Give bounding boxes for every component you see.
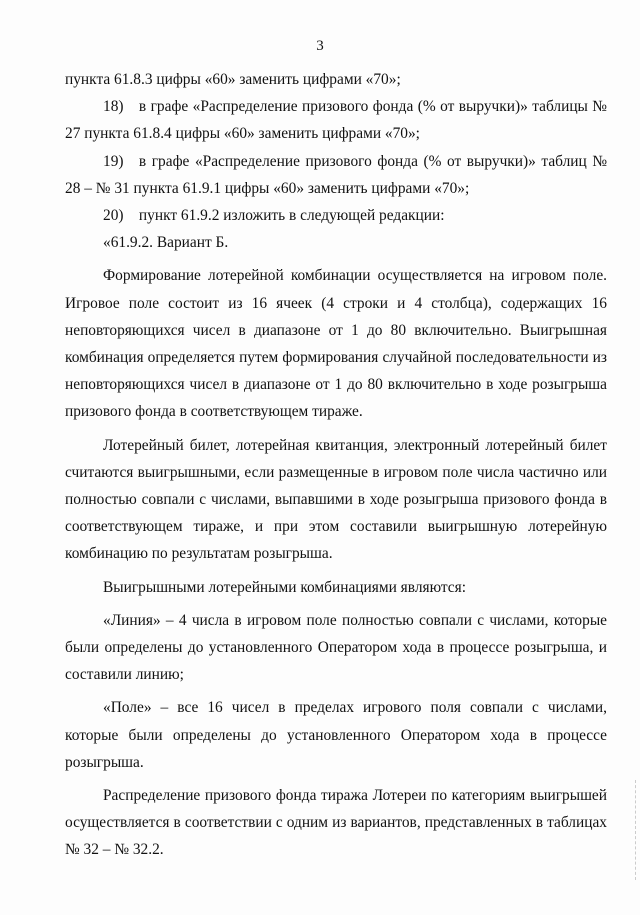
- list-item-18: 18) в графе «Распределение призового фонда (% от выручки)» таблицы № 27 пункта 61.8.4 цифры «60» заменить цифрами «70»;: [65, 98, 607, 143]
- paragraph-prize-distribution: Распределение призового фонда тиража Лотереи по категориям выигрышей осуществляется в соответствии с одним из вариантов, представленных в таблицах № 32 – № 32.2.: [65, 787, 607, 859]
- scan-artifact: [633, 780, 636, 880]
- page-number: 3: [316, 38, 324, 54]
- section-heading: «61.9.2. Вариант Б.: [103, 234, 229, 252]
- list-item-19: 19) в графе «Распределение призового фонда (% от выручки)» таблиц № 28 – № 31 пункта 61.9.1 цифры «60» заменить цифрами «70»;: [65, 152, 607, 197]
- paragraph-continuation: пункта 61.8.3 цифры «60» заменить цифрами «70»;: [65, 71, 401, 88]
- paragraph-field-combination: «Поле» – все 16 чисел в пределах игрового поля совпали с числами, которые были определены до установленного Оператором хода в процессе розыгрыша.: [65, 699, 607, 771]
- document-body: [65, 66, 607, 864]
- list-item-20: 20) пункт 61.9.2 изложить в следующей редакции:: [103, 207, 445, 225]
- paragraph-winning-tickets: Лотерейный билет, лотерейная квитанция, электронный лотерейный билет считаются выигрышными, если размещенные в игровом поле числа частично или полностью совпали с числами, выпавшими в ходе розыгрыша призового фонда в соответствующем тираже, и при этом составили выигрышную лотерейную комбинацию по результатам розыгрыша.: [65, 436, 607, 563]
- paragraph-line-combination: «Линия» – 4 числа в игровом поле полностью совпали с числами, которые были определены до установленного Оператором хода в процессе розыгрыша, и составили линию;: [65, 611, 607, 684]
- paragraph-winning-combinations-intro: Выигрышными лотерейными комбинациями являются:: [103, 578, 466, 596]
- paragraph-game-field: Формирование лотерейной комбинации осуществляется на игровом поле. Игровое поле состоит из 16 ячеек (4 строки и 4 столбца), содержащих 16 неповторяющихся чисел в диапазоне от 1 до 80 включительно. Выигрышная комбинация определяется путем формирования случайной последовательности из неповторяющихся чисел в диапазоне от 1 до 80 включительно в ходе розыгрыша призового фонда в соответствующем тираже.: [65, 267, 607, 421]
